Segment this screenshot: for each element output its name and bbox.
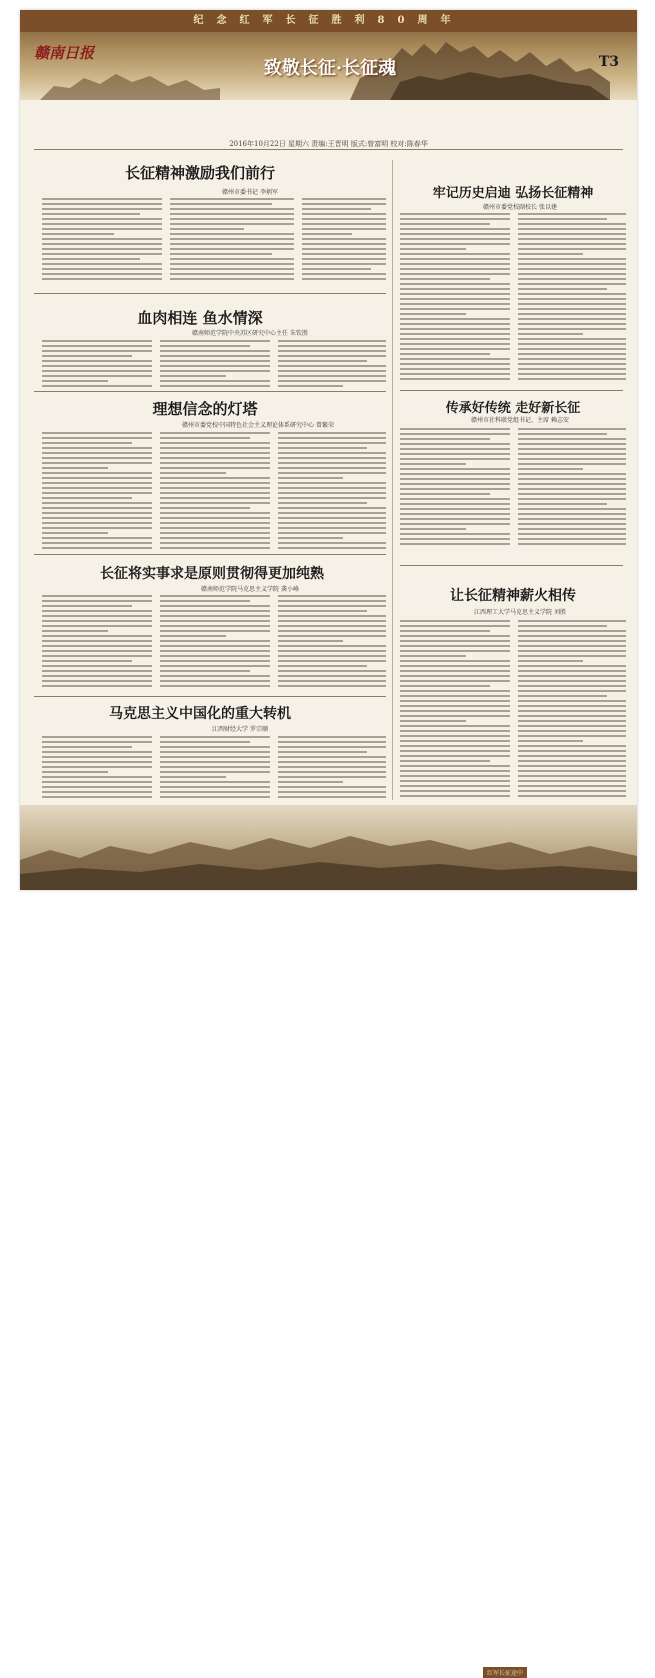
article-title: 长征将实事求是原则贯彻得更加纯熟 — [100, 566, 324, 582]
article-body-text — [518, 428, 626, 548]
article-title: 长征精神激励我们前行 — [124, 164, 275, 182]
article-byline: 赣南师范学院中央苏区研究中心主任 朱钦胜 — [192, 330, 308, 337]
article-body-text — [160, 340, 270, 388]
article-body-text — [160, 432, 270, 550]
divider — [400, 565, 623, 566]
article-body-text — [42, 736, 152, 800]
article-title: 马克思主义中国化的重大转机 — [109, 706, 291, 722]
article-byline: 赣南师范学院马克思主义学院 龚小峰 — [201, 586, 299, 593]
divider — [34, 149, 623, 150]
article-body-text — [170, 198, 294, 286]
article-body-text — [42, 198, 162, 286]
header-banner — [20, 10, 637, 100]
article-title: 血肉相连 鱼水情深 — [137, 309, 263, 327]
article-title: 牢记历史启迪 弘扬长征精神 — [432, 186, 594, 201]
article-title: 理想信念的灯塔 — [152, 400, 258, 418]
article-body-text — [302, 198, 386, 286]
article-body-text — [400, 620, 510, 800]
article-byline: 赣州市社科联党组书记、主席 赖志安 — [471, 417, 569, 424]
article-byline: 赣州市委书记 李炳军 — [222, 189, 278, 196]
horsemen-relief-icon — [40, 60, 220, 100]
marching-troops-icon — [20, 820, 637, 890]
article-body-text — [518, 620, 626, 800]
divider — [400, 390, 623, 391]
newspaper-page — [20, 10, 637, 1677]
article-byline: 江西理工大学马克思主义学院 刘胜 — [474, 609, 566, 616]
article-byline: 江西财经大学 罗宗顺 — [212, 726, 268, 733]
article-body-text — [278, 595, 386, 690]
article-body-text — [278, 432, 386, 550]
divider — [34, 293, 386, 294]
article-byline: 赣州市委党校副校长 张以建 — [483, 204, 557, 211]
article-body-text — [160, 736, 270, 800]
divider — [34, 554, 386, 555]
divider — [34, 391, 386, 392]
newspaper-logo: 赣南日报 — [34, 44, 95, 62]
article-body-text — [278, 736, 386, 800]
article-title: 传承好传统 走好新长征 — [445, 401, 581, 416]
anniversary-strip: 纪念红军长征胜利80周年 — [20, 10, 637, 32]
article-body-text — [518, 213, 626, 383]
article-body-text — [160, 595, 270, 690]
divider — [34, 696, 386, 697]
footer-photo — [20, 805, 637, 1677]
column-title: 致敬长征·长征魂 — [263, 58, 397, 79]
article-body-text — [400, 428, 510, 548]
article-body-text — [42, 595, 152, 690]
article-title: 让长征精神薪火相传 — [450, 588, 576, 604]
article-body-text — [278, 340, 386, 388]
page-number: T3 — [598, 54, 619, 70]
article-body-text — [42, 340, 152, 388]
column-divider — [392, 160, 393, 800]
photo-caption: 红军长征途中 — [483, 1667, 527, 1678]
article-body-text — [42, 432, 152, 550]
article-body-text — [400, 213, 510, 383]
article-byline: 赣州市委党校中国特色社会主义理论体系研究中心 曾繁荣 — [182, 422, 334, 429]
dateline: 2016年10月22日 星期六 责编:王晋明 版式:曾富明 校对:陈春华 — [229, 140, 428, 148]
